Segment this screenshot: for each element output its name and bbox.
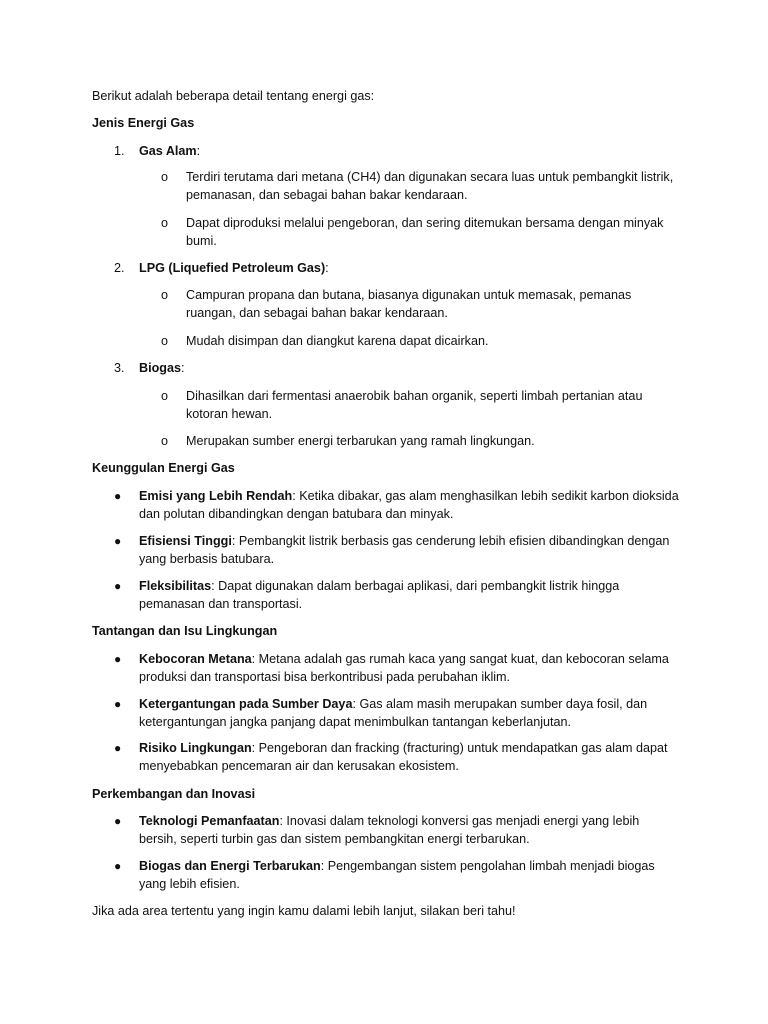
bullet-term: Efisiensi Tinggi (139, 534, 232, 548)
bullet-item (139, 695, 679, 731)
list-number: 1. (114, 144, 125, 158)
bullet-marker: ● (114, 652, 122, 666)
heading-keunggulan: Keunggulan Energi Gas (92, 461, 235, 475)
heading-jenis-energi-gas: Jenis Energi Gas (92, 116, 195, 130)
sub-list-item: Terdiri terutama dari metana (CH4) dan digunakan secara luas untuk pembangkit listrik, pemanasan, dan sebagai bahan bakar kendaraan. (186, 170, 674, 202)
sub-bullet-marker: o (161, 170, 169, 184)
bullet-item (139, 532, 679, 568)
sub-bullet-marker: o (161, 434, 169, 448)
bullet-marker: ● (114, 489, 122, 503)
list-item-title (139, 259, 329, 277)
bullet-item (139, 857, 679, 893)
bullet-desc: : Pengembangan sistem pengolahan limbah menjadi biogas yang lebih efisien. (139, 859, 655, 891)
bullet-desc: : Metana adalah gas rumah kaca yang sangat kuat, dan kebocoran selama produksi dan transportasi bisa berkontribusi pada perubahan iklim. (139, 652, 669, 684)
bullet-term: Ketergantungan pada Sumber Daya (139, 697, 353, 711)
bullet-term: Fleksibilitas (139, 579, 212, 593)
bullet-desc: : Dapat digunakan dalam berbagai aplikasi, dari pembangkit listrik hingga pemanasan dan transportasi. (139, 579, 620, 611)
sub-bullet-marker: o (161, 288, 169, 302)
list-item-title (139, 359, 185, 377)
bullet-item (139, 487, 679, 523)
sub-bullet-marker: o (161, 216, 169, 230)
list-item-title (139, 142, 200, 160)
title-colon: : (196, 144, 201, 158)
bullet-marker: ● (114, 697, 122, 711)
bullet-item (139, 812, 679, 848)
bullet-item (139, 650, 679, 686)
title-text: Gas Alam (139, 144, 197, 158)
sub-bullet-marker: o (161, 389, 169, 403)
bullet-desc: : Ketika dibakar, gas alam menghasilkan lebih sedikit karbon dioksida dan polutan dibandingkan dengan batubara dan minyak. (139, 489, 679, 521)
bullet-desc: : Pembangkit listrik berbasis gas cenderung lebih efisien dibandingkan dengan yang berbasis batubara. (139, 534, 670, 566)
sub-bullet-marker: o (161, 334, 169, 348)
bullet-marker: ● (114, 814, 122, 828)
bullet-desc: : Gas alam masih merupakan sumber daya fosil, dan ketergantungan jangka panjang dapat menimbulkan tantangan keberlanjutan. (139, 697, 648, 729)
bullet-desc: : Inovasi dalam teknologi konversi gas menjadi energi yang lebih bersih, seperti turbin gas dan sistem pembangkitan energi terbarukan. (139, 814, 640, 846)
bullet-term: Teknologi Pemanfaatan (139, 814, 280, 828)
bullet-term: Kebocoran Metana (139, 652, 252, 666)
bullet-marker: ● (114, 579, 122, 593)
heading-perkembangan: Perkembangan dan Inovasi (92, 787, 256, 801)
bullet-term: Emisi yang Lebih Rendah (139, 489, 293, 503)
bullet-term: Risiko Lingkungan (139, 741, 252, 755)
bullet-marker: ● (114, 741, 122, 755)
list-number: 3. (114, 361, 125, 375)
title-colon: : (325, 261, 329, 275)
list-number: 2. (114, 261, 125, 275)
title-text: LPG (Liquefied Petroleum Gas) (139, 261, 326, 275)
bullet-desc: : Pengeboran dan fracking (fracturing) untuk mendapatkan gas alam dapat menyebabkan pencemaran air dan kerusakan ekosistem. (139, 741, 668, 773)
title-text: Biogas (139, 361, 181, 375)
bullet-marker: ● (114, 534, 122, 548)
bullet-term: Biogas dan Energi Terbarukan (139, 859, 321, 873)
bullet-item (139, 577, 679, 613)
bullet-marker: ● (114, 859, 122, 873)
heading-tantangan: Tantangan dan Isu Lingkungan (92, 624, 278, 638)
sub-list-item: Dihasilkan dari fermentasi anaerobik bahan organik, seperti limbah pertanian atau kotoran hewan. (186, 389, 643, 421)
bullet-item (139, 739, 679, 775)
sub-list-item: Merupakan sumber energi terbarukan yang ramah lingkungan. (186, 434, 535, 448)
intro-text: Berikut adalah beberapa detail tentang energi gas: (92, 89, 375, 103)
sub-list-item: Campuran propana dan butana, biasanya digunakan untuk memasak, pemanas ruangan, dan sebagai bahan bakar kendaraan. (186, 288, 632, 320)
sub-list-item: Dapat diproduksi melalui pengeboran, dan sering ditemukan bersama dengan minyak bumi. (186, 216, 664, 248)
closing-text: Jika ada area tertentu yang ingin kamu dalami lebih lanjut, silakan beri tahu! (92, 904, 516, 918)
title-colon: : (181, 361, 185, 375)
sub-list-item: Mudah disimpan dan diangkut karena dapat dicairkan. (186, 334, 489, 348)
